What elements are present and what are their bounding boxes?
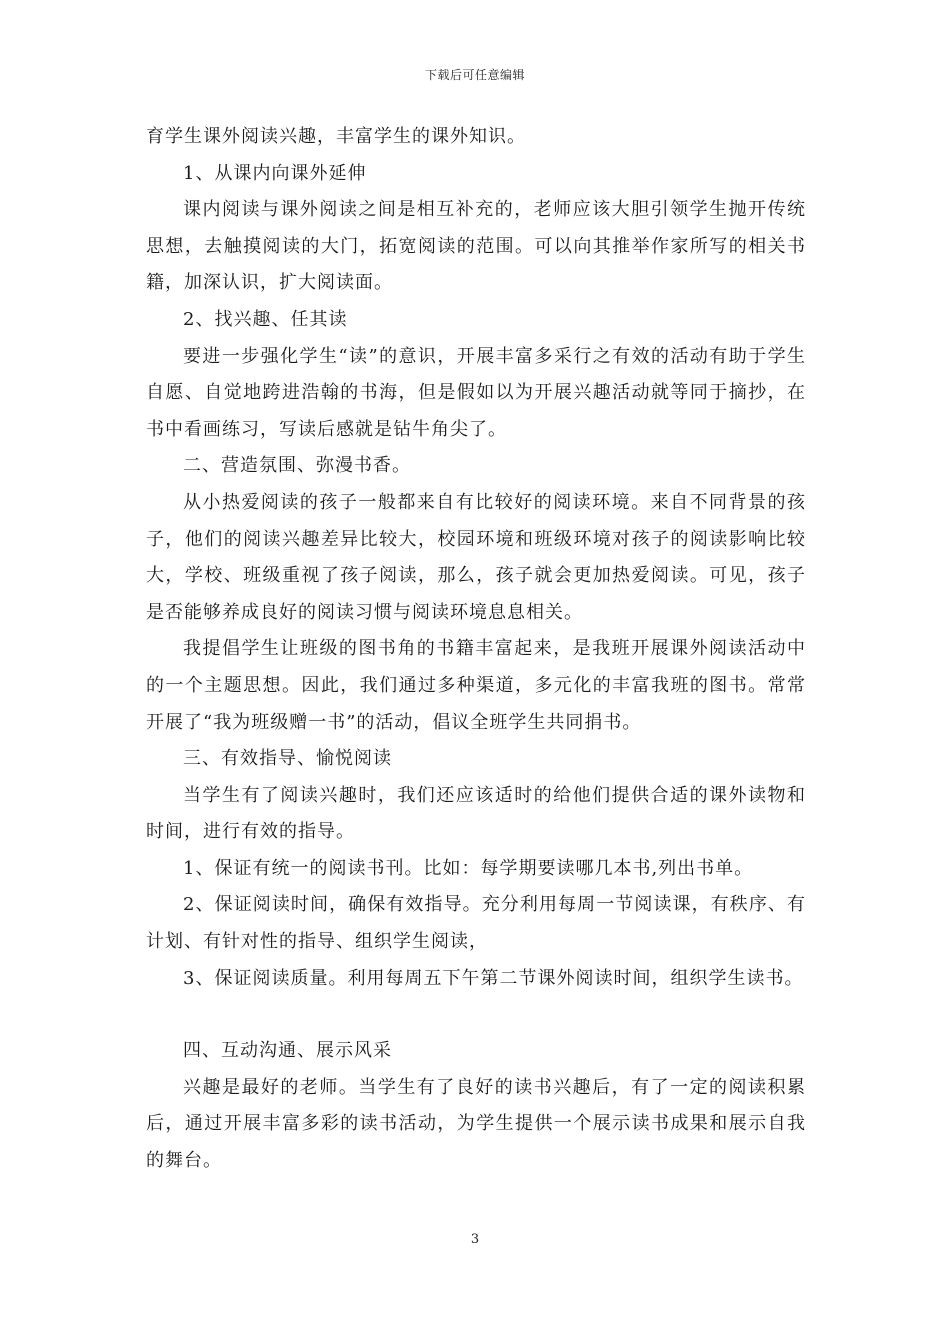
page-number: 3: [470, 1232, 480, 1247]
paragraph: 要进一步强化学生“读”的意识，开展丰富多采行之有效的活动有助于学生自愿、自觉地跨进浩翰的书海，但是假如以为开展兴趣活动就等同于摘抄，在书中看画练习，写读后感就是钻牛角尖了。: [146, 345, 806, 440]
section-heading-4: 四、互动沟通、展示风采: [183, 1040, 392, 1062]
paragraph-continuation: 育学生课外阅读兴趣，丰富学生的课外知识。: [146, 126, 526, 147]
document-body: [146, 119, 806, 1180]
paragraph: 课内阅读与课外阅读之间是相互补充的，老师应该大胆引领学生抛开传统思想，去触摸阅读的大门，拓宽阅读的范围。可以向其推举作家所写的相关书籍，加深认识，扩大阅读面。: [146, 199, 806, 294]
paragraph: 当学生有了阅读兴趣时，我们还应该适时的给他们提供合适的课外读物和时间，进行有效的指导。: [146, 784, 806, 843]
paragraph: 兴趣是最好的老师。当学生有了良好的读书兴趣后，有了一定的阅读积累后，通过开展丰富多彩的读书活动，为学生提供一个展示读书成果和展示自我的舞台。: [146, 1076, 806, 1172]
blank-line: [146, 997, 806, 1033]
section-heading-3: 三、有效指导、愉悦阅读: [183, 748, 392, 770]
subheading-2: 2、找兴趣、任其读: [183, 308, 348, 330]
paragraph: 我提倡学生让班级的图书角的书籍丰富起来，是我班开展课外阅读活动中的一个主题思想。因此，我们通过多种渠道，多元化的丰富我班的图书。常常开展了“我为班级赠一书”的活动，倡议全班学生共同捐书。: [146, 638, 806, 733]
list-item-2: 2、保证阅读时间，确保有效指导。充分利用每周一节阅读课，有秩序、有计划、有针对性的指导、组织学生阅读，: [146, 894, 806, 953]
subheading-1: 1、从课内向课外延伸: [183, 162, 367, 184]
list-item-3: 3、保证阅读质量。利用每周五下午第二节课外阅读时间，组织学生读书。: [183, 967, 804, 989]
paragraph: 从小热爱阅读的孩子一般都来自有比较好的阅读环境。来自不同背景的孩子，他们的阅读兴趣差异比较大，校园环境和班级环境对孩子的阅读影响比较大，学校、班级重视了孩子阅读，那么，孩子就会更加热爱阅读。可见，孩子是否能够养成良好的阅读习惯与阅读环境息息相关。: [146, 491, 806, 623]
list-item-1: 1、保证有统一的阅读书刊。比如：每学期要读哪几本书,列出书单。: [183, 857, 754, 879]
section-heading-2: 二、营造氛围、弥漫书香。: [183, 455, 411, 477]
page-header-note: 下载后可任意编辑: [424, 68, 525, 82]
